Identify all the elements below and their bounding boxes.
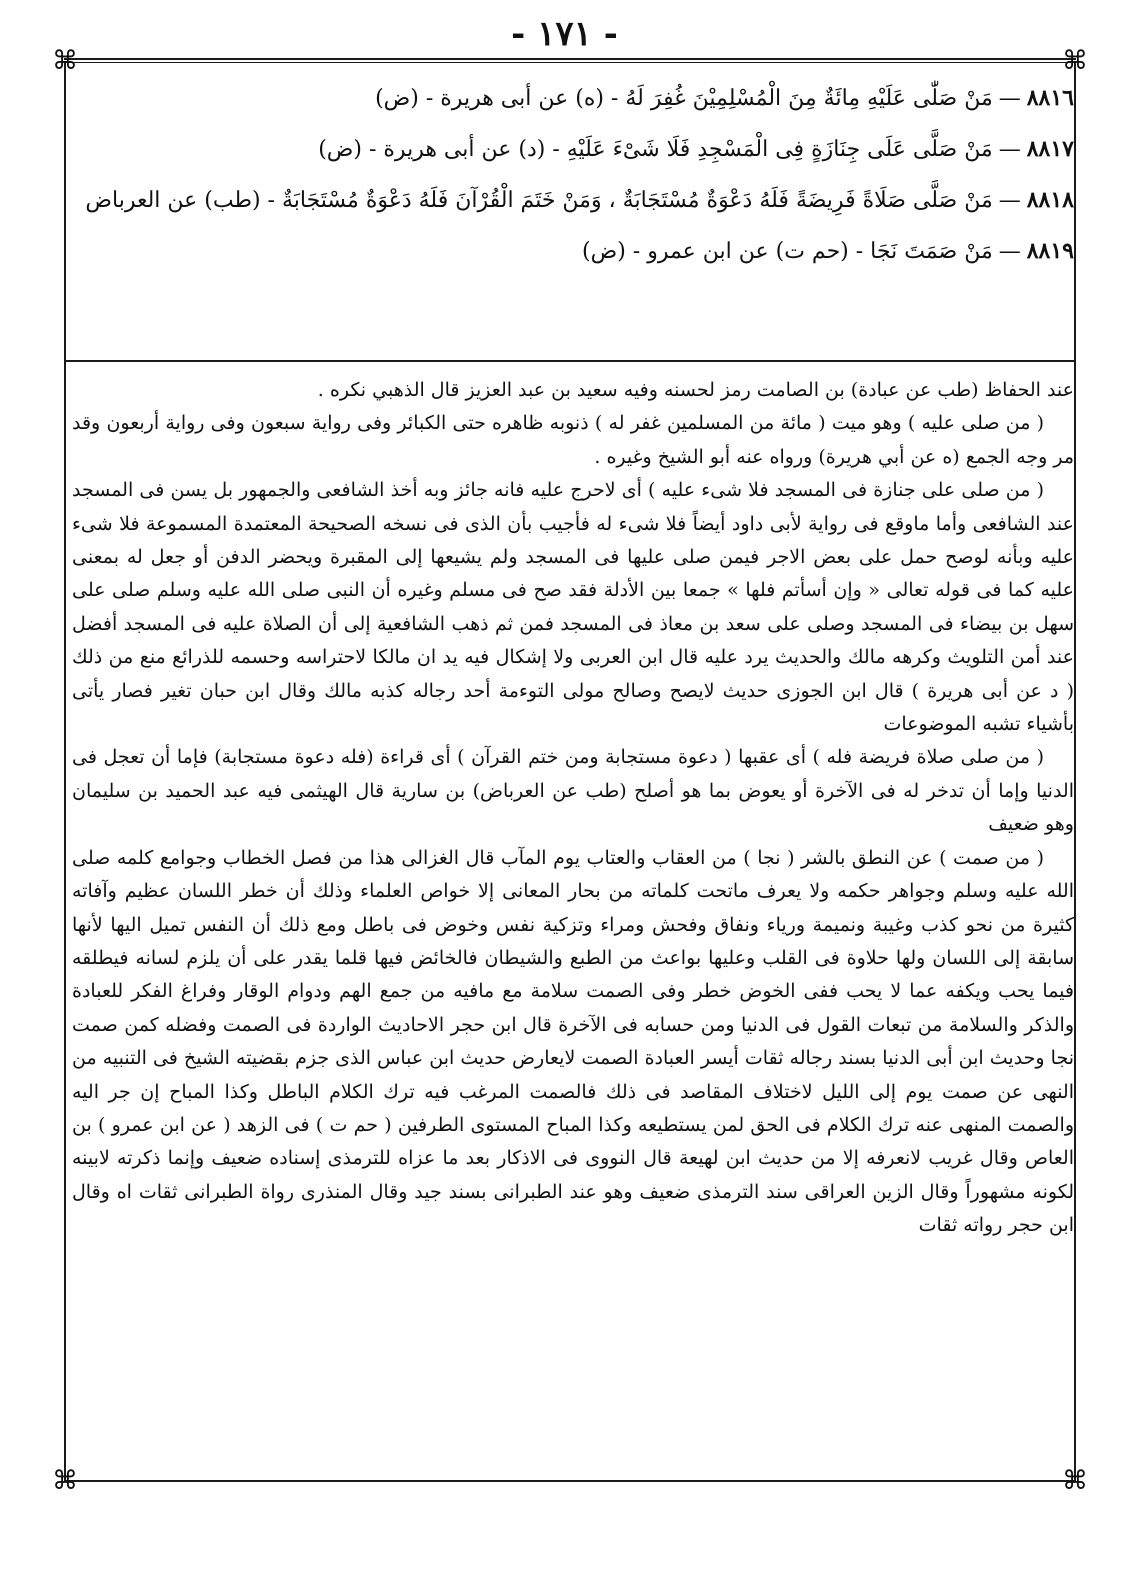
hadith-dash: —: [998, 137, 1021, 162]
hadith-text: مَنْ صَلَّى عَلَى جِنَازَةٍ فِى الْمَسْجِدِ فَلَا شَىْءَ عَلَيْهِ - (د) عن أبى هريرة - (ض): [318, 137, 993, 162]
corner-ornament-icon: ⌘: [52, 1466, 78, 1496]
hadith-entry: [72, 129, 1074, 170]
commentary-paragraph: ( من صلى صلاة فريضة فله ) أى عقبها ( دعوة مستجابة ومن ختم القرآن ) أى قراءة (فله دعوة مستجابة) فإما أن تعجل فى الدنيا وإما أن تدخر له فى الآخرة أو يعوض بما هو أصلح (طب عن العرباض) بن سارية قال الهيثمى فيه عبد الحميد بن سليمان وهو ضعيف: [72, 746, 1074, 836]
corner-ornament-icon: ⌘: [52, 46, 78, 76]
hadith-number: ٨٨١٩: [1026, 238, 1074, 264]
hadith-number: ٨٨١٦: [1026, 85, 1074, 111]
hadith-dash: —: [998, 239, 1021, 264]
hadith-entry: [72, 231, 1074, 272]
section-divider: [66, 360, 1074, 362]
hadith-number: ٨٨١٧: [1026, 136, 1074, 162]
hadith-number: ٨٨١٨: [1026, 187, 1074, 213]
hadith-text: مَنْ صَلّٰى عَلَيْهِ مِائَةٌ مِنَ الْمُسْلِمِيْنَ غُفِرَ لَهُ - (ه) عن أبى هريرة - (ض): [375, 86, 993, 111]
hadith-dash: —: [998, 188, 1021, 213]
top-border-line: [64, 58, 1076, 60]
right-border-line: [1074, 62, 1076, 1482]
corner-ornament-icon: ⌘: [1062, 1466, 1088, 1496]
commentary-section: [72, 374, 1074, 1243]
hadith-text: مَنْ صَمَتَ نَجَا - (حم ت) عن ابن عمرو - (ض): [582, 239, 993, 264]
hadith-entry: [72, 180, 1074, 221]
bottom-border-line: [64, 1480, 1076, 1482]
top-border-line-inner: [64, 62, 1076, 63]
commentary-paragraph: ( من صلى على جنازة فى المسجد فلا شىء عليه ) أى لاحرج عليه فانه جائز وبه أخذ الشافعى والجمهور بل يسن فى المسجد عند الشافعى وأما ماوقع فى رواية لأبى داود أيضاً فلا شىء له فأجيب بأن الذى فى نسخه الصحيحة المعتمدة المسموعة فلا شىء عليه وبأنه لوصح حمل على بعض الاجر فيمن صلى عليها فى المسجد ولم يشيعها إلى المقبرة ويحضر الدفن أو جعل له بمعنى عليه كما فى قوله تعالى « وإن أسأتم فلها » جمعا بين الأدلة فقد صح فى مسلم وغيره أن النبى صلى الله عليه وسلم صلى على سهل بن بيضاء فى المسجد وصلى على سعد بن معاذ فى المسجد فمن ثم ذهب الشافعية إلى أن الصلاة عليه فى المسجد أفضل عند أمن التلويث وكرهه مالك والحديث يرد عليه قال ابن العربى ولا إشكال فيه يد ان مالكا لاحتراسه وحسمه للذرائع منع من ذلك ( د عن أبى هريرة ) قال ابن الجوزى حديث لايصح وصالح مولى التوءمة أحد رجاله كذبه مالك وقال ابن حبان تغير فصار يأتى بأشياء تشبه الموضوعات: [72, 479, 1074, 736]
hadith-dash: —: [998, 86, 1021, 111]
corner-ornament-icon: ⌘: [1062, 46, 1088, 76]
left-border-line: [64, 62, 66, 1482]
commentary-paragraph: ( من صلى عليه ) وهو ميت ( مائة من المسلمين غفر له ) ذنوبه ظاهره حتى الكبائر وفى رواية سبعون وفى رواية أربعون وقد مر وجه الجمع (ه عن أبي هريرة) ورواه عنه أبو الشيخ وغيره .: [72, 412, 1074, 468]
page-number: - ١٧١ -: [511, 14, 618, 54]
commentary-paragraph: ( من صمت ) عن النطق بالشر ( نجا ) من العقاب والعتاب يوم المآب قال الغزالى هذا من فصل الخطاب وجوامع كلمه صلى الله عليه وسلم وجواهر حكمه ولا يعرف ماتحت كلماته من بحار المعانى إلا خواص العلماء وذلك أن خطر اللسان عظيم وآفاته كثيرة من نحو كذب وغيبة ونميمة ورياء ونفاق وفحش ومراء وتزكية نفس وخوض فى باطل ومع ذلك أن النفس تميل اليها لأنها سابقة إلى اللسان ولها حلاوة فى القلب وعليها بواعث من الطبع والشيطان فالخائض فيها قلما يقدر على أن يلزم لسانه فيطلقه فيما يحب ويكفه عما لا يحب ففى الخوض خطر وفى الصمت سلامة مع مافيه من جمع الهم ودوام الوقار وفراغ الفكر للعبادة والذكر والسلامة من تبعات القول فى الدنيا ومن حسابه فى الآخرة قال ابن حجر الاحاديث الواردة فى الصمت وفضله كمن صمت نجا وحديث ابن أبى الدنيا بسند رجاله ثقات أيسر العبادة الصمت لايعارض حديث ابن عباس الذى جزم بقضيته الشيخ فى التنبيه من النهى عن صمت يوم إلى الليل لاختلاف المقاصد فى ذلك فالصمت المرغب فيه ترك الكلام الباطل وكذا المباح إن جر اليه والصمت المنهى عنه ترك الكلام فى الحق لمن يستطيعه وكذا المباح المستوى الطرفين ( حم ت ) فى الزهد ( عن ابن عمرو ) بن العاص وقال غريب لانعرفه إلا من حديث ابن لهيعة قال النووى فى الاذكار بعد ما عزاه للترمذى إسناده ضعيف وإنما ذكرته لابينه لكونه مشهوراً وقال الزين العراقى سند الترمذى ضعيف وهو عند الطبرانى بسند جيد وقال المنذرى رواة الطبرانى ثقات اه وقال ابن حجر رواته ثقات: [72, 846, 1075, 1237]
commentary-paragraph: عند الحفاظ (طب عن عبادة) بن الصامت رمز لحسنه وفيه سعيد بن عبد العزيز قال الذهبي نكره .: [317, 379, 1074, 401]
hadith-list: [72, 78, 1074, 282]
hadith-text: مَنْ صَلَّى صَلَاةً فَرِيضَةً فَلَهُ دَعْوَةٌ مُسْتَجَابَةٌ ، وَمَنْ خَتَمَ الْقُرْآنَ فَلَهُ دَعْوَةٌ مُسْتَجَابَةٌ - (طب) عن العرباض: [85, 188, 993, 213]
hadith-entry: [72, 78, 1074, 119]
